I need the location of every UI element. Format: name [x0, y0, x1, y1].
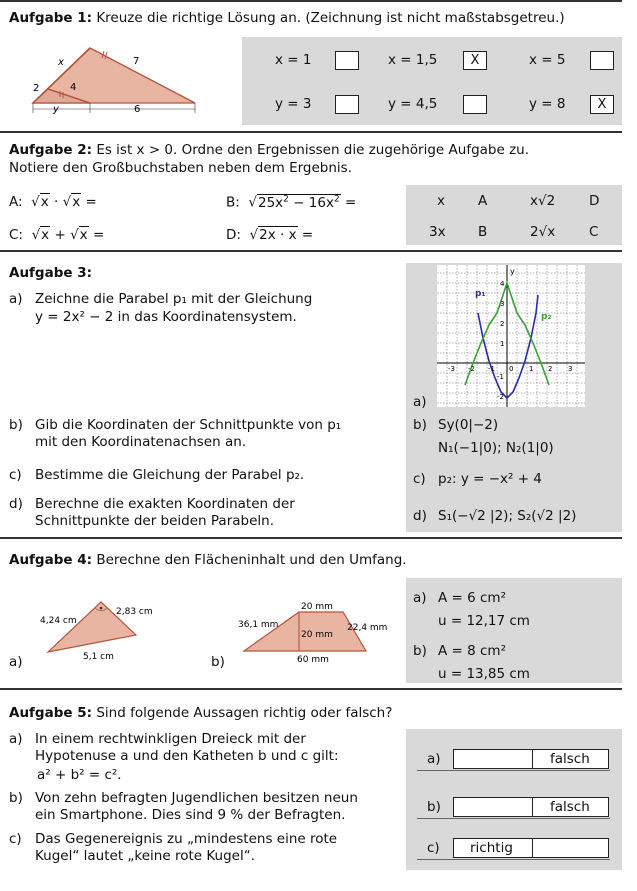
task3-qd-label: d): [9, 496, 23, 512]
triangle-side-right: 2,83 cm: [116, 607, 153, 617]
task3-qb-label: b): [9, 417, 23, 433]
checkbox-y8[interactable]: X: [590, 95, 614, 114]
task3-qc-line1: Bestimme die Gleichung der Parabel p₂.: [35, 467, 305, 483]
task3-qa-line1: Zeichne die Parabel p₁ mit der Gleichung: [35, 291, 313, 307]
fig-label-7: 7: [133, 56, 140, 67]
checkbox-x1[interactable]: [335, 51, 359, 70]
task2-term-d: D: √2x · x =: [226, 227, 314, 243]
task2-result-1: x: [437, 193, 445, 209]
task5-qc-line1: Das Gegenereignis zu „mindestens eine rote: [35, 831, 338, 847]
fig-label-y: y: [53, 104, 59, 115]
task3-ans-b-line2: N₁(−1|0); N₂(1|0): [438, 440, 554, 456]
task3-ans-a-label: a): [413, 394, 427, 410]
trapezoid-left: 36,1 mm: [238, 620, 279, 630]
checkbox-x5[interactable]: [590, 51, 614, 70]
task1-triangle-figure: [20, 40, 205, 115]
task3-ans-c-label: c): [413, 471, 426, 487]
task5-ans-a-box[interactable]: [453, 749, 609, 769]
graph-tick-y: 4: [500, 280, 505, 288]
trapezoid-height: 20 mm: [301, 630, 333, 640]
graph-tick-x: -2: [468, 365, 475, 373]
option-y3[interactable]: y = 3: [275, 96, 312, 112]
task3-qa-label: a): [9, 291, 23, 307]
task2-term-c: C: √x + √x =: [9, 227, 105, 243]
task5-qc-label: c): [9, 831, 22, 847]
graph-tick-x: 1: [529, 365, 534, 373]
task4-ans-b2: u = 13,85 cm: [438, 666, 530, 682]
task5-qb-line2: ein Smartphone. Dies sind 9 % der Befragten.: [35, 807, 346, 823]
option-y4-5[interactable]: y = 4,5: [388, 96, 438, 112]
task4-ans-b1: A = 8 cm²: [438, 643, 506, 659]
task4-heading: Aufgabe 4: Berechne den Flächeninhalt und den Umfang.: [9, 552, 407, 568]
graph-tick-x: 0: [509, 365, 514, 373]
graph-tick-y: -1: [497, 373, 504, 381]
fig-label-2: 2: [33, 83, 40, 94]
option-x1[interactable]: x = 1: [275, 52, 312, 68]
task2-letter-2[interactable]: D: [589, 193, 600, 209]
graph-tick-x: -1: [488, 365, 495, 373]
task5-ans-c-box[interactable]: [453, 838, 609, 858]
task5-ans-a-right: falsch: [550, 751, 590, 767]
task5-ans-a-label: a): [427, 751, 441, 767]
fig-label-4: 4: [70, 82, 77, 93]
task2-term-a: A: √x · √x =: [9, 194, 97, 210]
task4-ans-b-label: b): [413, 643, 427, 659]
triangle-side-left: 4,24 cm: [40, 616, 77, 626]
task5-qa-line1: In einem rechtwinkligen Dreieck mit der: [35, 731, 306, 747]
graph-tick-y: 2: [500, 320, 505, 328]
task2-result-3: 3x: [429, 224, 446, 240]
task4-fig-a-label: a): [9, 654, 23, 670]
task2-letter-1[interactable]: A: [478, 193, 488, 209]
task4-triangle-figure: [35, 598, 195, 668]
graph-label-y: y: [510, 267, 515, 276]
task5-heading: Aufgabe 5: Sind folgende Aussagen richtig oder falsch?: [9, 705, 393, 721]
trapezoid-bottom: 60 mm: [297, 655, 329, 665]
checkbox-y3[interactable]: [335, 95, 359, 114]
graph-tick-y: 1: [500, 340, 505, 348]
graph-tick-y: -2: [497, 393, 504, 401]
task4-trapezoid-figure: [236, 598, 401, 668]
graph-tick-x: 3: [568, 365, 573, 373]
task3-ans-b-line1: Sy(0|−2): [438, 417, 499, 433]
task3-qd-line2: Schnittpunkte der beiden Parabeln.: [35, 513, 274, 529]
task5-ans-c-label: c): [427, 840, 440, 856]
task3-qb-line2: mit den Koordinatenachsen an.: [35, 434, 247, 450]
task5-ans-c-left: richtig: [470, 840, 513, 856]
task3-qa-line2: y = 2x² − 2 in das Koordinatensystem.: [35, 309, 297, 325]
task2-term-b: B: $√25x^2 - 16x^2$ =: [226, 194, 357, 211]
task5-qa-line2: Hypotenuse a und den Katheten b und c gilt:: [35, 748, 339, 764]
task2-heading: Aufgabe 2: Es ist x > 0. Ordne den Ergebnissen die zugehörige Aufgabe zu.: [9, 142, 530, 158]
task2-letter-3[interactable]: B: [478, 224, 488, 240]
graph-label-p1: p₁: [475, 289, 486, 299]
task2-result-2: x√2: [530, 193, 556, 209]
trapezoid-top: 20 mm: [301, 602, 333, 612]
task3-heading: Aufgabe 3:: [9, 265, 93, 281]
task3-qc-label: c): [9, 467, 22, 483]
task5-qa-line3: a² + b² = c².: [37, 767, 122, 783]
task5-qb-line1: Von zehn befragten Jugendlichen besitzen neun: [35, 790, 358, 806]
triangle-side-bottom: 5,1 cm: [83, 652, 114, 662]
graph-tick-y: 3: [500, 300, 505, 308]
fig-label-x: x: [58, 57, 64, 68]
option-x1-5[interactable]: x = 1,5: [388, 52, 438, 68]
task5-ans-b-box[interactable]: [453, 797, 609, 817]
fig-label-6: 6: [134, 104, 141, 115]
graph-tick-x: 2: [548, 365, 553, 373]
task2-letter-4[interactable]: C: [589, 224, 599, 240]
task2-instruction: Notiere den Großbuchstaben neben dem Ergebnis.: [9, 160, 353, 176]
graph-label-p2: p₂: [541, 312, 552, 322]
task4-ans-a2: u = 12,17 cm: [438, 613, 530, 629]
checkbox-x1-5[interactable]: X: [463, 51, 487, 70]
task2-result-4: 2√x: [530, 224, 556, 240]
graph-tick-x: -3: [448, 365, 455, 373]
task3-qb-line1: Gib die Koordinaten der Schnittpunkte von p₁: [35, 417, 342, 433]
task5-ans-b-label: b): [427, 799, 441, 815]
task3-ans-c: p₂: y = −x² + 4: [438, 471, 542, 487]
task3-ans-d: S₁(−√2 |2); S₂(√2 |2): [438, 508, 577, 524]
task5-qb-label: b): [9, 790, 23, 806]
task5-ans-b-right: falsch: [550, 799, 590, 815]
task3-ans-b-label: b): [413, 417, 427, 433]
task5-qa-label: a): [9, 731, 23, 747]
option-x5[interactable]: x = 5: [529, 52, 566, 68]
checkbox-y4-5[interactable]: [463, 95, 487, 114]
task3-ans-d-label: d): [413, 508, 427, 524]
task4-ans-a-label: a): [413, 590, 427, 606]
task1-heading: Aufgabe 1: Kreuze die richtige Lösung an. (Zeichnung ist nicht maßstabsgetreu.): [9, 10, 565, 26]
task4-fig-b-label: b): [211, 654, 225, 670]
task5-qc-line2: Kugel“ lautet „keine rote Kugel“.: [35, 848, 256, 864]
option-y8[interactable]: y = 8: [529, 96, 566, 112]
task3-qd-line1: Berechne die exakten Koordinaten der: [35, 496, 295, 512]
task3-coordinate-graph: [437, 265, 585, 407]
trapezoid-right: 22,4 mm: [347, 623, 388, 633]
task4-ans-a1: A = 6 cm²: [438, 590, 506, 606]
